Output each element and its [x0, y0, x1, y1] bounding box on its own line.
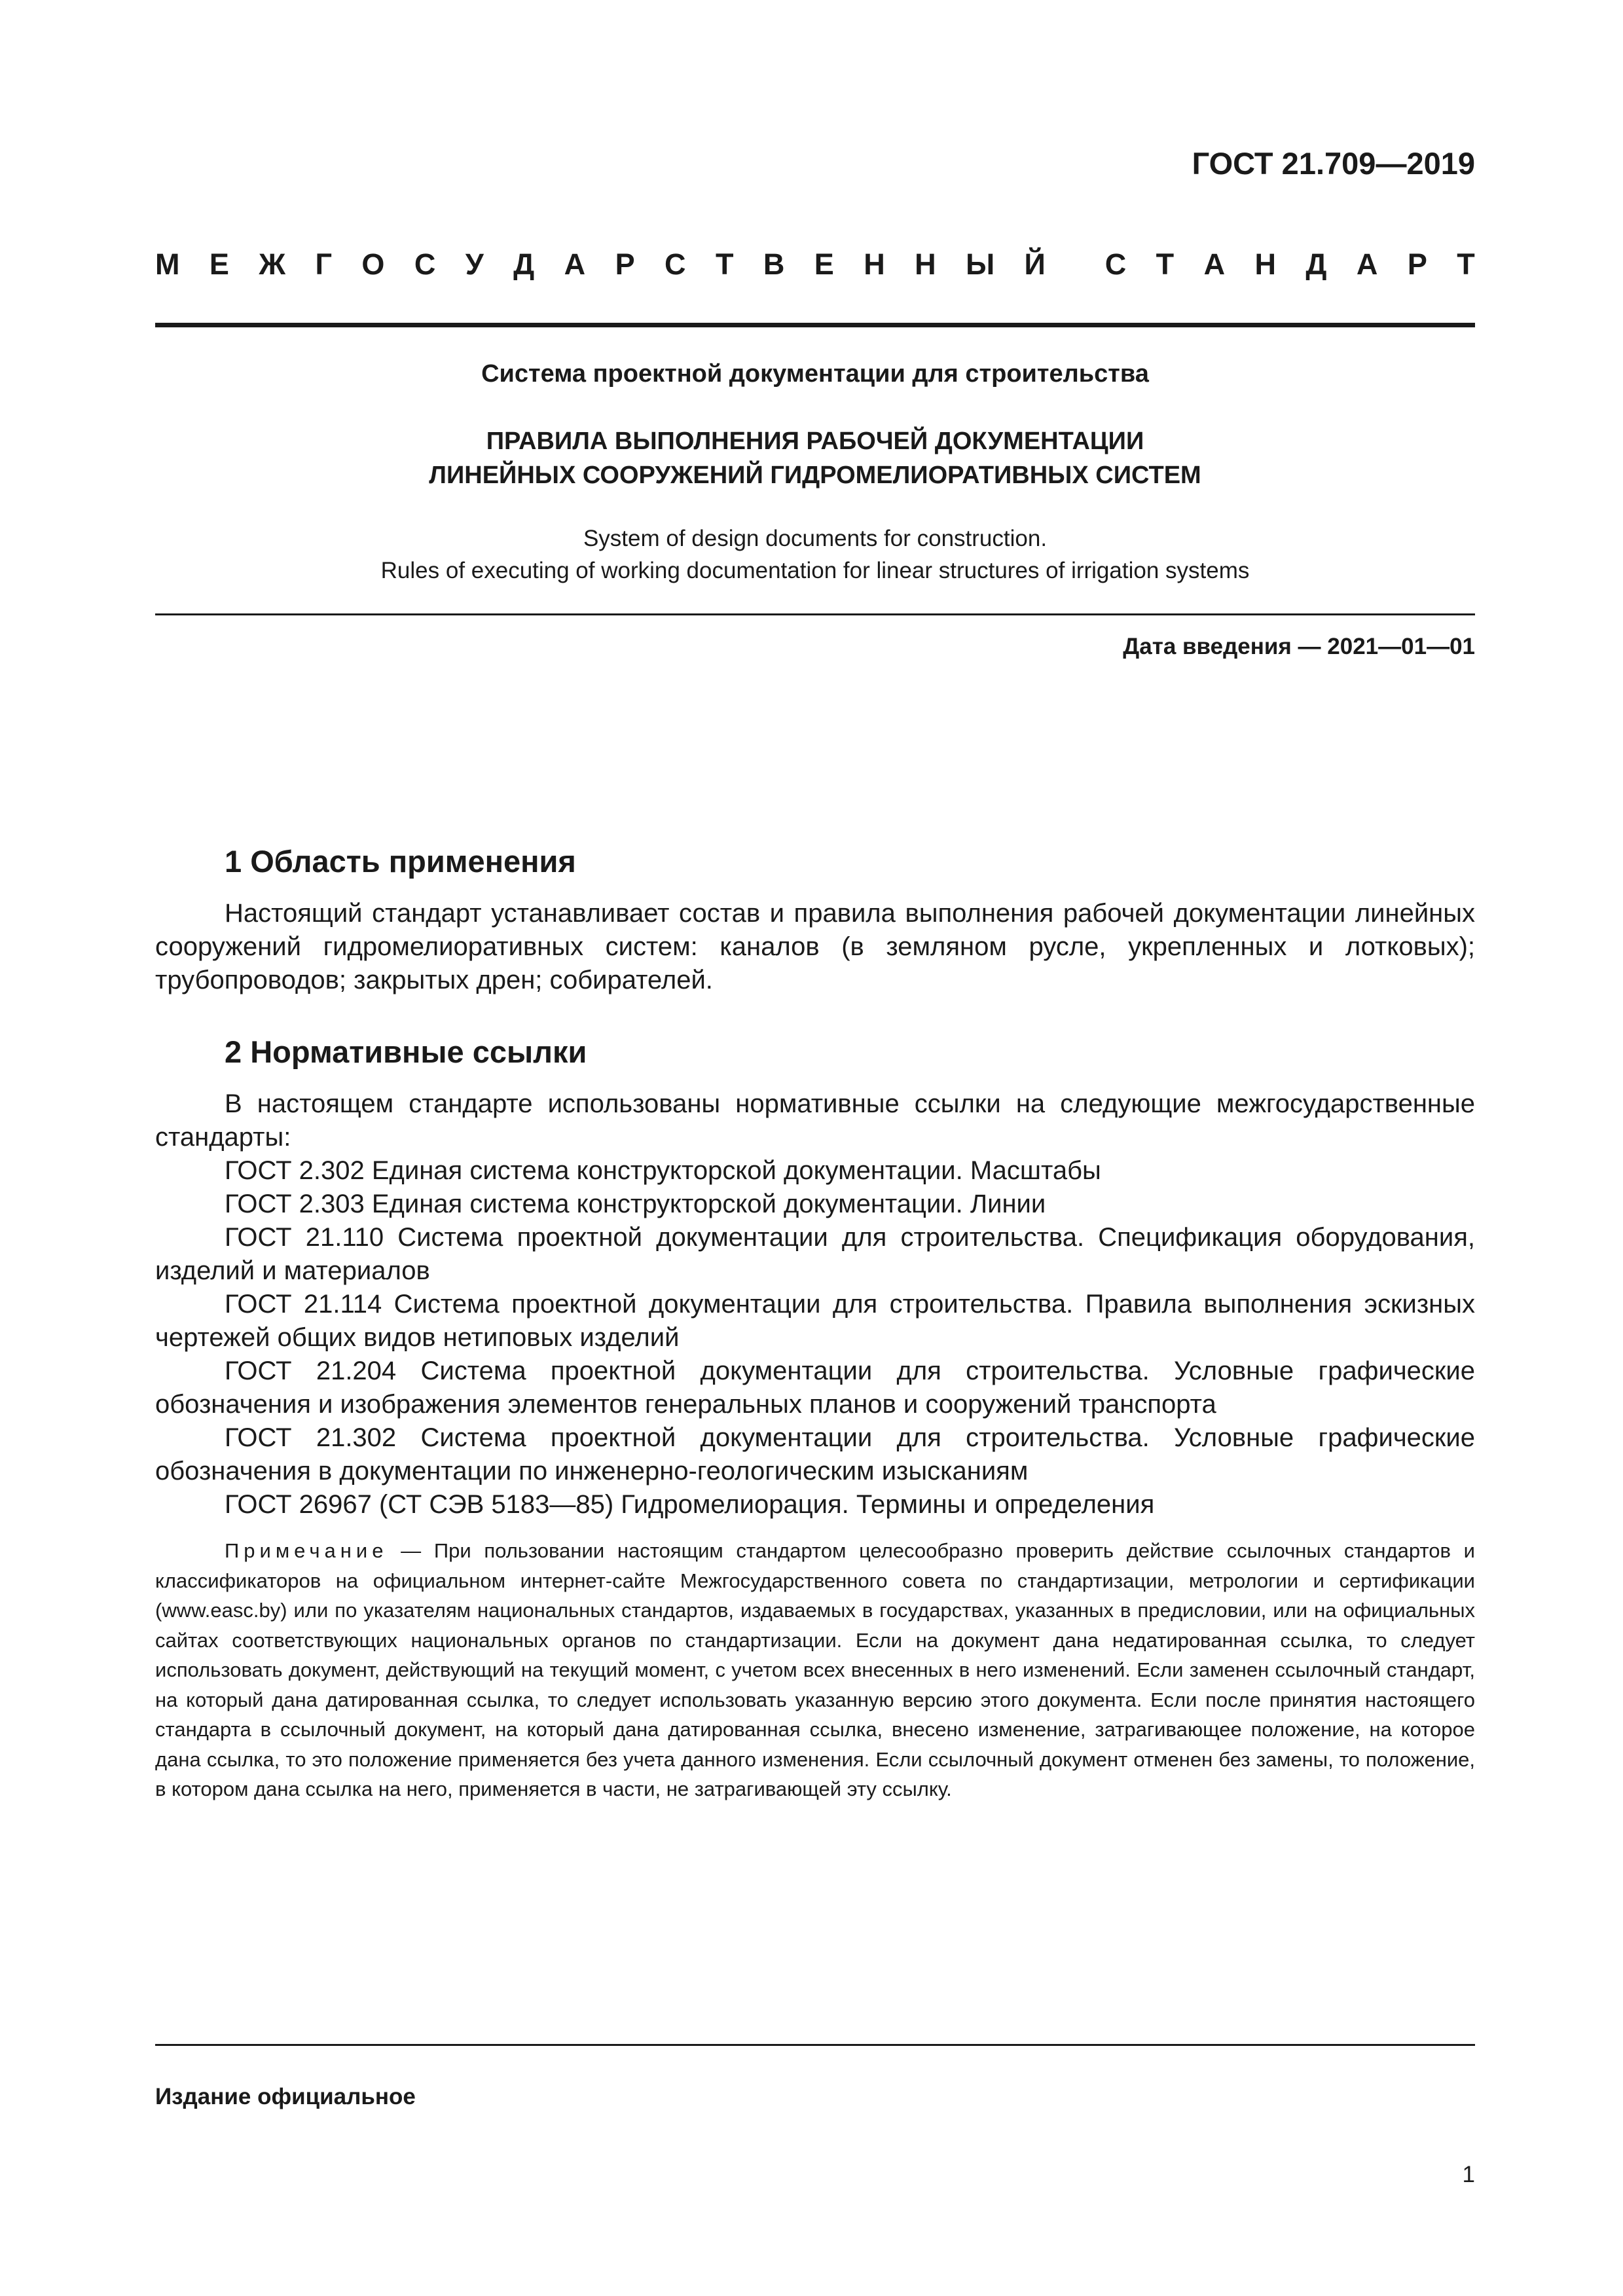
reference-item: ГОСТ 21.114 Система проектной документации для строительства. Правила выполнения эскизных чертежей общих видов нетиповых изделий: [155, 1290, 1475, 1352]
reference-item: ГОСТ 21.302 Система проектной документации для строительства. Условные графические обозначения в документации по инженерно-геологическим изысканиям: [155, 1423, 1475, 1485]
section-heading: 1 Область применения: [225, 844, 576, 879]
standard-title-line: ЛИНЕЙНЫХ СООРУЖЕНИЙ ГИДРОМЕЛИОРАТИВНЫХ СИСТЕМ: [429, 462, 1201, 489]
reference-item: ГОСТ 26967 (СТ СЭВ 5183—85) Гидромелиорация. Термины и определения: [225, 1490, 1155, 1519]
note: [155, 1536, 1475, 1804]
page-number: 1: [1462, 2162, 1475, 2187]
standard-title-line: ПРАВИЛА ВЫПОЛНЕНИЯ РАБОЧЕЙ ДОКУМЕНТАЦИИ: [486, 428, 1144, 455]
introduction-date: Дата введения — 2021—01—01: [1123, 634, 1475, 659]
note-text: — При пользовании настоящим стандартом целесообразно проверить действие ссылочных стандартов и классификаторов на официальном интернет-сайте Межгосударственного совета по стандартизации, метрологии и сертификации (www.easc.by) или по указателям национальных стандартов, издаваемых в государствах, указанных в предисловии, или на официальных сайтах соответствующих национальных органов по стандартизации. Если на документ дана недатированная ссылка, то следует использовать документ, действующий на текущий момент, с учетом всех внесенных в него изменений. Если заменен ссылочный стандарт, на который дана датированная ссылка, то следует использовать указанную версию этого документа. Если после принятия настоящего стандарта в ссылочный документ, на который дана датированная ссылка, внесено изменение, затрагивающее положение, на которое дана ссылка, то это положение применяется без учета данного изменения. Если ссылочный документ отменен без замены, то положение, в котором дана ссылка на него, применяется в части, не затрагивающей эту ссылку.: [155, 1539, 1475, 1800]
interstate-standard-title: М Е Ж Г О С У Д А Р С Т В Е Н Н Ы Й С Т А Н Д А Р Т: [155, 247, 1475, 281]
note-label: Примечание: [225, 1539, 388, 1562]
document-number: ГОСТ 21.709—2019: [1192, 146, 1475, 181]
reference-item: ГОСТ 2.303 Единая система конструкторской документации. Линии: [225, 1190, 1046, 1218]
section-paragraph: Настоящий стандарт устанавливает состав и правила выполнения рабочей документации линейных сооружений гидромелиоративных систем: каналов (в земляном русле, укрепленных и лотковых); трубопроводов; закрытых дрен; собирателей.: [155, 899, 1475, 994]
reference-item: ГОСТ 2.302 Единая система конструкторской документации. Масштабы: [225, 1156, 1101, 1185]
footer-divider: [155, 2044, 1475, 2046]
official-edition-label: Издание официальное: [155, 2084, 416, 2109]
section-paragraph: В настоящем стандарте использованы нормативные ссылки на следующие межгосударственные стандарты:: [155, 1089, 1475, 1152]
english-title-line: System of design documents for construction.: [583, 526, 1048, 551]
reference-item: ГОСТ 21.110 Система проектной документации для строительства. Спецификация оборудования, изделий и материалов: [155, 1223, 1475, 1285]
reference-item: ГОСТ 21.204 Система проектной документации для строительства. Условные графические обозначения и изображения элементов генеральных планов и сооружений транспорта: [155, 1357, 1475, 1419]
header-divider: [155, 323, 1475, 327]
document-body: [155, 842, 1475, 1804]
english-title-line: Rules of executing of working documentation for linear structures of irrigation systems: [380, 558, 1250, 583]
english-title: [155, 522, 1475, 587]
system-title: Система проектной документации для строительства: [481, 360, 1149, 388]
standard-title: [155, 424, 1475, 492]
title-divider: [155, 613, 1475, 615]
section-heading: 2 Нормативные ссылки: [225, 1034, 587, 1069]
